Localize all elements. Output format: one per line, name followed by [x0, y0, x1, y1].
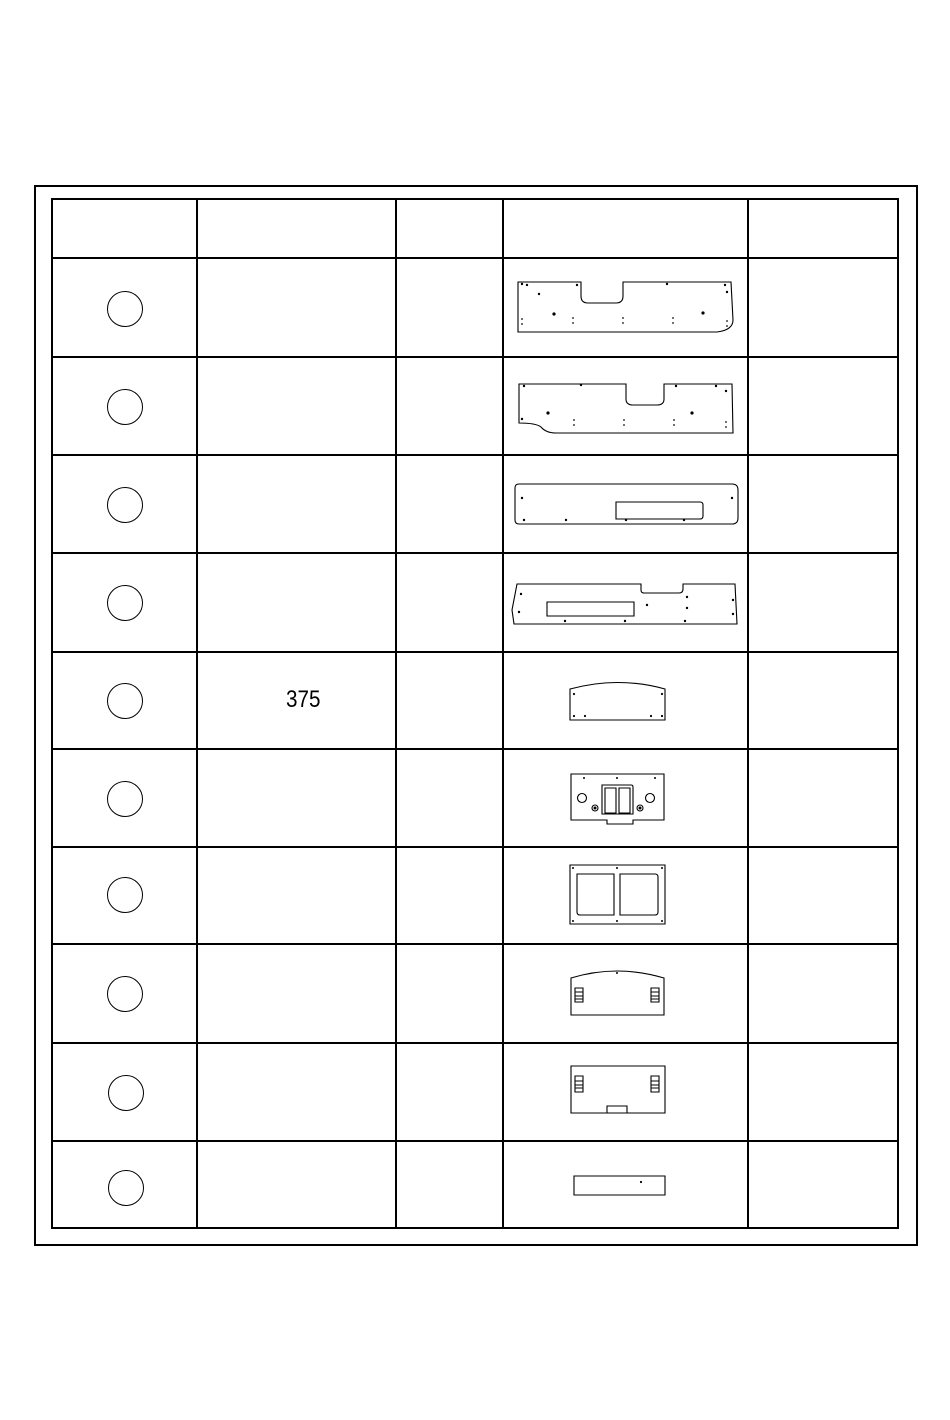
row-index-circle: [107, 976, 143, 1012]
row-index-circle: [107, 585, 143, 621]
column-divider: [196, 200, 198, 1227]
column-divider: [747, 200, 749, 1227]
row-index-circle: [107, 291, 143, 327]
row-divider: [53, 1042, 897, 1044]
panel-arched-top-icon: [568, 680, 668, 722]
strip-plate-icon: [572, 1174, 668, 1198]
row-divider: [53, 943, 897, 945]
row-index-circle: [108, 1170, 144, 1206]
row-divider: [53, 552, 897, 554]
panel-long-slot-icon: [514, 482, 740, 528]
row-divider: [53, 651, 897, 653]
panel-long-notched-right-icon: [516, 381, 735, 437]
panel-long-slot-notched-icon: [511, 580, 739, 628]
row-index-circle: [108, 1075, 144, 1111]
row-divider: [53, 748, 897, 750]
row-divider: [53, 356, 897, 358]
row-5-value: 375: [286, 686, 321, 713]
row-index-circle: [107, 389, 143, 425]
panel-latches-tab-icon: [569, 1064, 667, 1116]
row-divider: [53, 454, 897, 456]
header-row-divider: [53, 257, 897, 259]
parts-table: [51, 198, 899, 1229]
row-index-circle: [107, 683, 143, 719]
panel-arched-latches-icon: [569, 968, 667, 1018]
row-divider: [53, 1140, 897, 1142]
row-divider: [53, 846, 897, 848]
panel-two-windows-icon: [569, 864, 667, 926]
column-divider: [502, 200, 504, 1227]
row-index-circle: [107, 487, 143, 523]
column-divider: [395, 200, 397, 1227]
row-index-circle: [107, 781, 143, 817]
panel-long-notched-icon: [517, 280, 734, 334]
row-index-circle: [107, 877, 143, 913]
panel-vent-openings-icon: [569, 772, 667, 826]
